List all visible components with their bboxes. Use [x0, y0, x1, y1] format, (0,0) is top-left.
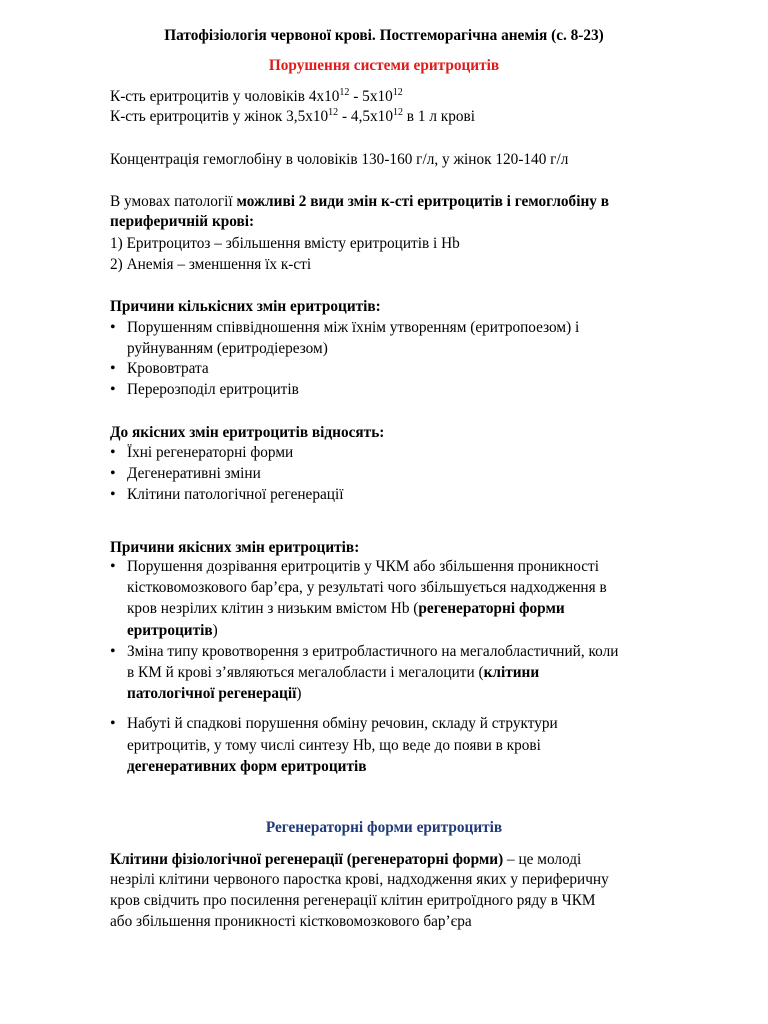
qual-cause-1-line-4: [127, 621, 218, 641]
bullet-icon: •: [110, 558, 116, 575]
qual-cause-3-line-2: еритроцитів, у тому числі синтезу Hb, що веде до появи в крові: [127, 737, 541, 754]
hemoglobin-line: Концентрація гемоглобіну в чоловіків 130-160 г/л, у жінок 120-140 г/л: [110, 151, 569, 168]
qual-cause-2-line-2-text: в КМ й крові з’являються мегалобласти і мегалоцити (: [127, 664, 484, 681]
qual-cause-1-line-4-text: ): [212, 622, 218, 639]
count-women-exp1: 12: [328, 107, 339, 118]
qual-cause-1-line-2: кістковомозкового бар’єра, у результаті чого збільшується надходження в: [127, 579, 607, 596]
qual-cause-2-line-3: [127, 684, 301, 704]
qual-cause-2-line-3-text: ): [296, 685, 302, 702]
regen-line-1-bold: Клітини фізіологічної регенерації (регенераторні форми): [110, 851, 504, 868]
pathology-bold-1: можливі 2 види змін к-сті еритроцитів і гемоглобіну в: [236, 193, 610, 210]
regen-line-1: [110, 850, 581, 870]
bullet-icon: •: [110, 319, 116, 336]
qual-cause-1-line-1: Порушення дозрівання еритроцитів у ЧКМ або збільшення проникності: [127, 558, 599, 575]
pathology-line-2: периферичній крові:: [110, 213, 255, 230]
pathology-item-1: 1) Еритроцитоз – збільшення вмісту еритроцитів і Hb: [110, 235, 460, 252]
quantitative-item-1-line-2: руйнуванням (еритродіерезом): [127, 340, 328, 357]
regen-line-3: кров свідчить про посилення регенерації клітин еритроїдного ряду в ЧКМ: [110, 892, 596, 909]
count-men-line: [110, 87, 403, 107]
quantitative-item-1-line-1: Порушенням співвідношення між їхнім утворенням (еритропоезом) і: [127, 319, 580, 336]
section-heading-erythrocyte-disorders: Порушення системи еритроцитів: [268, 57, 500, 74]
qualitative-item-2: Дегенеративні зміни: [127, 465, 261, 482]
count-women-mid: - 4,5х10: [338, 108, 393, 125]
qual-cause-1-line-4-bold: еритроцитів: [127, 622, 213, 639]
regen-line-1-text: – це молоді: [503, 851, 582, 868]
bullet-icon: •: [110, 465, 116, 482]
section-heading-regenerative-forms: Регенераторні форми еритроцитів: [265, 819, 503, 836]
count-men-prefix: К-сть еритроцитів у чоловіків 4х10: [110, 88, 340, 105]
count-men-mid: - 5х10: [349, 88, 393, 105]
regen-line-4: або збільшення проникності кістковомозкового бар’єра: [110, 913, 472, 930]
bullet-icon: •: [110, 381, 116, 398]
qual-cause-2-line-2: [127, 663, 539, 683]
count-women-exp2: 12: [392, 107, 403, 118]
qualitative-item-3: Клітини патологічної регенерації: [127, 486, 344, 503]
qualitative-heading: До якісних змін еритроцитів відносять:: [110, 424, 385, 441]
qual-cause-3-line-3: дегенеративних форм еритроцитів: [127, 758, 367, 775]
count-men-exp1: 12: [339, 87, 350, 98]
quantitative-item-2: Крововтрата: [127, 360, 209, 377]
count-women-line: [110, 107, 475, 127]
pathology-item-2: 2) Анемія – зменшення їх к-сті: [110, 256, 312, 273]
bullet-icon: •: [110, 486, 116, 503]
qual-cause-2-line-3-bold: патологічної регенерації: [127, 685, 297, 702]
pathology-line-1: [110, 192, 609, 212]
count-men-exp2: 12: [392, 87, 403, 98]
count-women-prefix: К-сть еритроцитів у жінок 3,5х10: [110, 108, 329, 125]
qual-cause-1-line-3-bold: регенераторні форми: [418, 600, 565, 617]
count-women-suffix: в 1 л крові: [402, 108, 475, 125]
qualitative-item-1: Їхні регенераторні форми: [127, 444, 294, 461]
quantitative-item-3: Перерозподіл еритроцитів: [127, 381, 299, 398]
qual-cause-2-line-2-bold: клітини: [483, 664, 540, 681]
qual-cause-2-line-1: Зміна типу кровотворення з еритробластичного на мегалобластичний, коли: [127, 643, 619, 660]
bullet-icon: •: [110, 444, 116, 461]
qual-cause-3-line-1: Набуті й спадкові порушення обміну речовин, складу й структури: [127, 715, 558, 732]
regen-line-2: незрілі клітини червоного паростка крові, надходження яких у периферичну: [110, 871, 609, 888]
qual-cause-1-line-3: [127, 599, 565, 619]
bullet-icon: •: [110, 360, 116, 377]
qual-cause-1-line-3-text: кров незрілих клітин з низьким вмістом Hb (: [127, 600, 419, 617]
qual-causes-heading: Причини якісних змін еритроцитів:: [110, 539, 360, 556]
bullet-icon: •: [110, 715, 116, 732]
page-title: Патофізіологія червоної крові. Постгеморагічна анемія (с. 8-23): [164, 27, 604, 44]
bullet-icon: •: [110, 643, 116, 660]
quantitative-heading: Причини кількісних змін еритроцитів:: [110, 298, 381, 315]
pathology-lead: В умовах патології: [110, 193, 237, 210]
